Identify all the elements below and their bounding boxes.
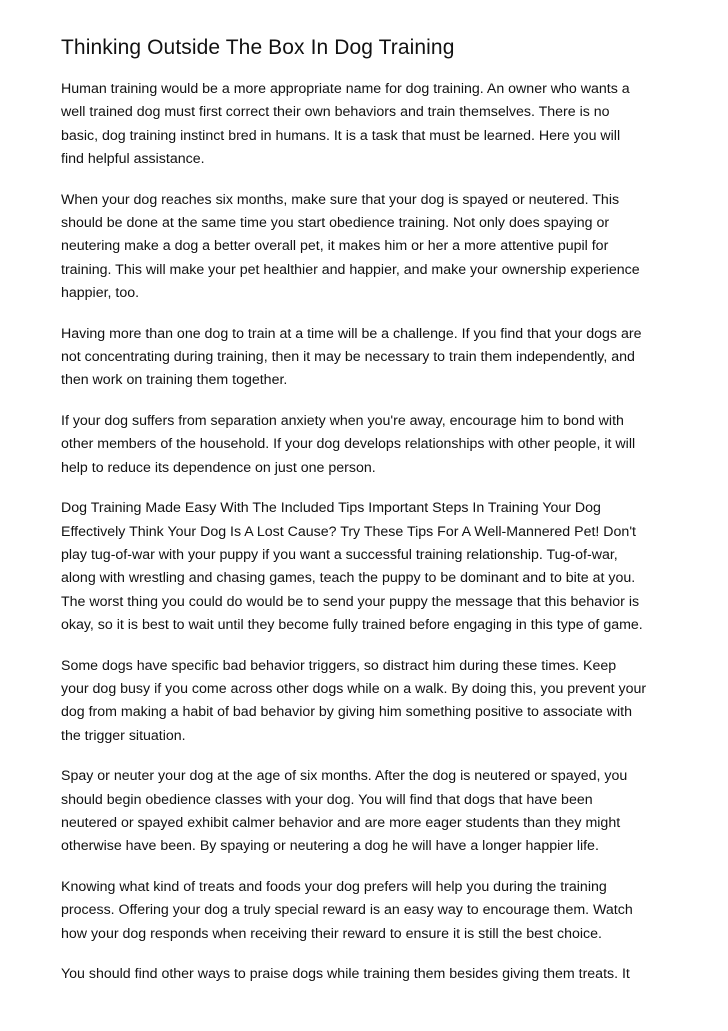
paragraph-line: help to reduce its dependence on just one person.: [61, 459, 376, 476]
paragraph-line: should begin obedience classes with your dog. You will find that dogs that have been: [61, 791, 593, 808]
paragraph-line: not concentrating during training, then it may be necessary to train them independently, and: [61, 349, 635, 366]
paragraph: [61, 189, 670, 306]
paragraph-line: play tug-of-war with your puppy if you want a successful training relationship. Tug-of-war,: [61, 546, 618, 563]
paragraph: [61, 78, 670, 172]
paragraph-line: Knowing what kind of treats and foods your dog prefers will help you during the training: [61, 878, 607, 895]
document-body: [61, 78, 670, 986]
paragraph-line: neutering make a dog a better overall pet, it makes him or her a more attentive pupil for: [61, 238, 609, 255]
paragraph: [61, 655, 670, 749]
paragraph: [61, 497, 670, 637]
paragraph: [61, 963, 670, 986]
document-title: Thinking Outside The Box In Dog Training: [61, 36, 455, 59]
paragraph-line: neutered or spayed exhibit calmer behavior and are more eager students than they might: [61, 814, 621, 831]
paragraph-line: dog from making a habit of bad behavior by giving him something positive to associate with: [61, 704, 632, 721]
paragraph-line: You should find other ways to praise dogs while training them besides giving them treats. It: [61, 966, 630, 982]
paragraph: [61, 410, 670, 480]
paragraph-line: other members of the household. If your dog develops relationships with other people, it will: [61, 436, 636, 453]
paragraph-line: training. This will make your pet healthier and happier, and make your ownership experience: [61, 261, 640, 278]
paragraph-line: basic, dog training instinct bred in humans. It is a task that must be learned. Here you will: [61, 127, 621, 144]
paragraph: [61, 323, 670, 393]
paragraph-line: process. Offering your dog a truly special reward is an easy way to encourage them. Watch: [61, 902, 633, 919]
paragraph-line: Some dogs have specific bad behavior triggers, so distract him during these times. Keep: [61, 657, 617, 674]
paragraph-line: find helpful assistance.: [61, 151, 205, 168]
paragraph-line: well trained dog must first correct their own behaviors and train themselves. There is no: [61, 104, 610, 121]
paragraph: [61, 765, 670, 859]
paragraph-line: okay, so it is best to wait until they become fully trained before engaging in this type of game.: [61, 617, 643, 634]
paragraph-line: Dog Training Made Easy With The Included Tips Important Steps In Training Your Dog: [61, 500, 601, 517]
paragraph-line: If your dog suffers from separation anxiety when you're away, encourage him to bond with: [61, 412, 624, 429]
paragraph-line: Having more than one dog to train at a time will be a challenge. If you find that your dogs are: [61, 325, 642, 342]
paragraph-line: along with wrestling and chasing games, teach the puppy to be dominant and to bite at you.: [61, 570, 636, 587]
paragraph-line: happier, too.: [61, 285, 140, 302]
paragraph-line: Spay or neuter your dog at the age of six months. After the dog is neutered or spayed, you: [61, 768, 628, 785]
paragraph-line: your dog busy if you come across other dogs while on a walk. By doing this, you prevent your: [61, 680, 647, 697]
paragraph-line: the trigger situation.: [61, 727, 186, 744]
paragraph-line: Human training would be a more appropriate name for dog training. An owner who wants a: [61, 81, 630, 97]
paragraph: [61, 876, 670, 946]
paragraph-line: When your dog reaches six months, make sure that your dog is spayed or neutered. This: [61, 191, 620, 208]
paragraph-line: then work on training them together.: [61, 372, 288, 389]
paragraph-line: how your dog responds when receiving their reward to ensure it is still the best choice.: [61, 925, 602, 942]
paragraph-line: The worst thing you could do would be to send your puppy the message that this behavior is: [61, 593, 640, 610]
paragraph-line: should be done at the same time you start obedience training. Not only does spaying or: [61, 215, 610, 232]
paragraph-line: otherwise have been. By spaying or neutering a dog he will have a longer happier life.: [61, 838, 599, 855]
paragraph-line: Effectively Think Your Dog Is A Lost Cause? Try These Tips For A Well-Mannered Pet! Don't: [61, 523, 636, 540]
